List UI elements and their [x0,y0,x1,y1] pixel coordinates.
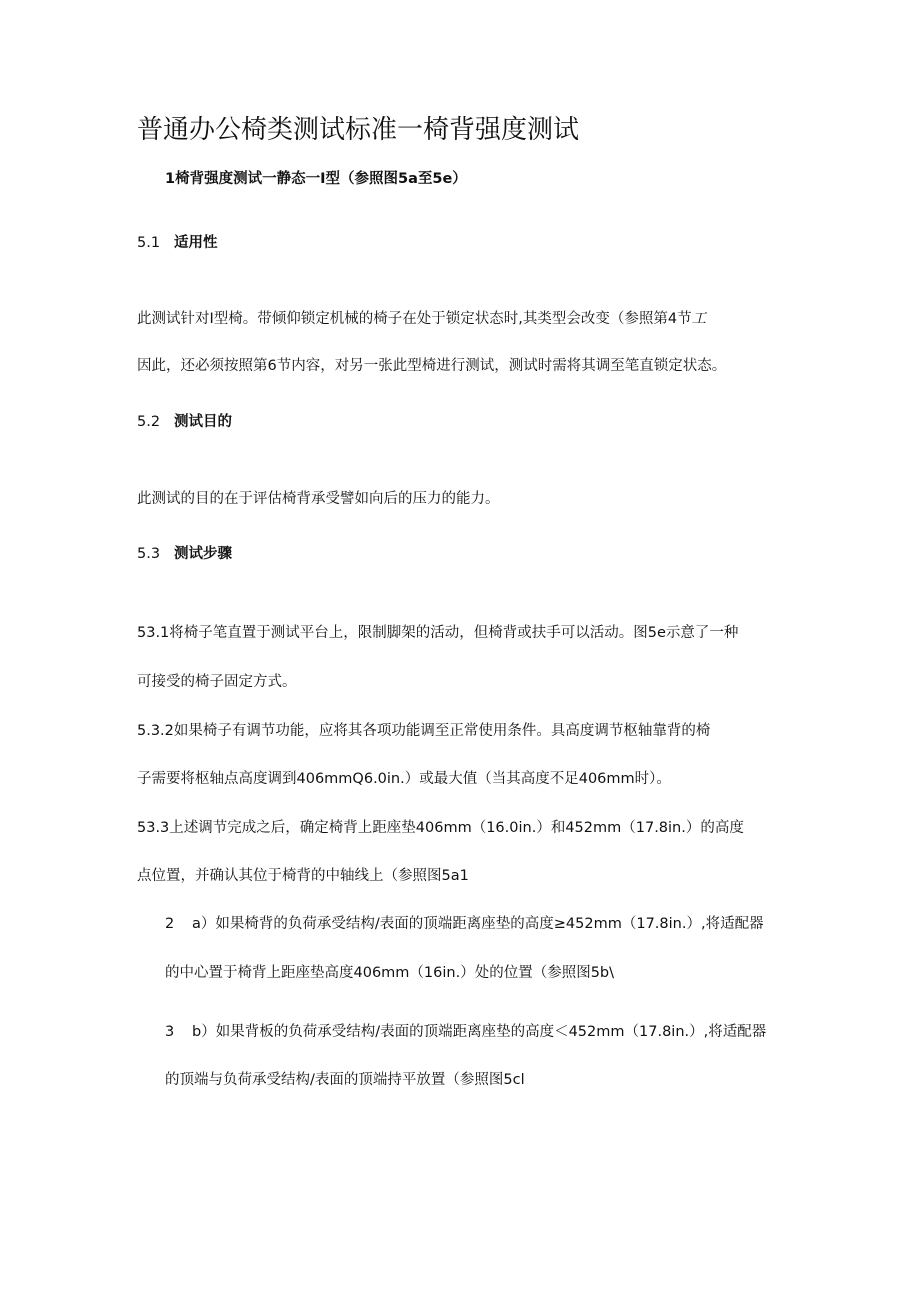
section-heading-text: 测试步骤 [174,546,232,562]
sub-step-line [165,917,764,932]
step-line: 5.3.2如果椅子有调节功能，应将其各项功能调至正常使用条件。具高度调节枢轴靠背的椅 [137,723,711,739]
step-line: 可接受的椅子固定方式。 [137,674,297,690]
sub-step-line: 的中心置于椅背上距座垫高度406mm（16in.）处的位置（参照图5b\ [165,965,615,981]
sub-step-text: b）如果背板的负荷承受结构/表面的顶端距离座垫的高度＜452mm（17.8in.）,将适配器 [192,1024,767,1040]
section-heading-text: 测试目的 [174,414,232,430]
sub-step-line: 的顶端与负荷承受结构/表面的顶端持平放置（参照图5cl [165,1072,525,1088]
sub-step-number: 2 [165,916,175,932]
sub-step-number: 3 [165,1024,175,1040]
section-heading-5-3 [137,547,232,562]
section-number: 5.1 [137,235,161,251]
step-line: 53.3上述调节完成之后，确定椅背上距座垫406mm（16.0in.）和452mm（17.8in.）的高度 [137,820,744,836]
section-heading-5-2 [137,415,232,430]
line-end-mark: 工 [691,311,707,327]
paragraph-line: 因此，还必须按照第6节内容，对另一张此型椅进行测试，测试时需将其调至笔直锁定状态。 [137,358,727,374]
section-number: 5.2 [137,414,161,430]
document-subtitle: 1椅背强度测试一静态一I型（参照图5a至5e） [165,171,467,187]
step-line: 点位置，并确认其位于椅背的中轴线上（参照图5a1 [137,868,469,884]
document-title: 普通办公椅类测试标准一椅背强度测试 [137,115,580,145]
section-number: 5.3 [137,546,161,562]
paragraph-text: 此测试针对I型椅。带倾仰锁定机械的椅子在处于锁定状态时,其类型会改变（参照第4节 [137,311,692,327]
sub-step-line [165,1025,766,1040]
section-heading-text: 适用性 [174,235,218,251]
paragraph-line [137,312,706,327]
step-line: 子需要将枢轴点高度调到406mmQ6.0in.）或最大值（当其高度不足406mm时）。 [137,771,671,787]
section-heading-5-1 [137,236,218,251]
step-line: 53.1将椅子笔直置于测试平台上，限制脚架的活动，但椅背或扶手可以活动。图5e示意了一种 [137,625,739,641]
paragraph-line: 此测试的目的在于评估椅背承受譬如向后的压力的能力。 [137,491,500,507]
sub-step-text: a）如果椅背的负荷承受结构/表面的顶端距离座垫的高度≥452mm（17.8in.）,将适配器 [192,916,764,932]
